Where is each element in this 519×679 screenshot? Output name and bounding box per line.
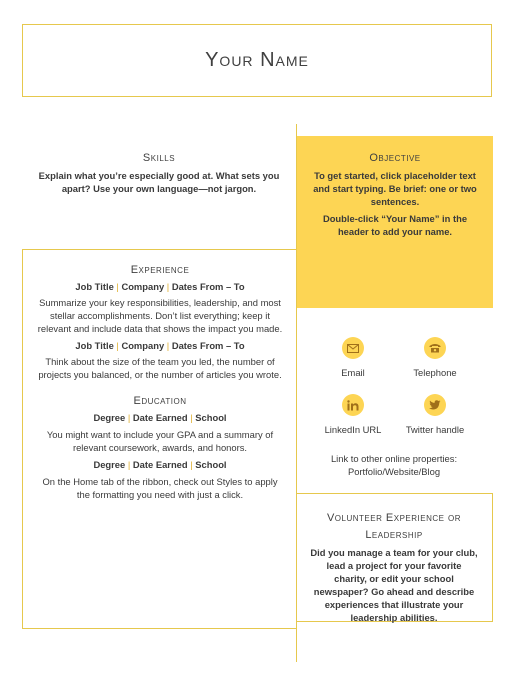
job-title: Job Title — [75, 281, 114, 292]
objective-section — [297, 136, 493, 308]
email-label: Email — [341, 367, 365, 378]
job-header-1[interactable] — [37, 280, 283, 293]
job-description-2[interactable]: Think about the size of the team you led, the number of projects you balanced, or the number of articles you wrote. — [38, 356, 282, 380]
linkedin-label: LinkedIn URL — [324, 424, 382, 435]
other-links-text[interactable]: Link to other online properties: Portfolio/Website/Blog — [330, 453, 458, 477]
telephone-icon — [424, 337, 446, 359]
volunteer-section — [296, 493, 493, 622]
separator: | — [127, 412, 131, 423]
telephone-label: Telephone — [413, 367, 457, 378]
twitter-label: Twitter handle — [405, 424, 465, 435]
name-header-box — [22, 24, 492, 97]
linkedin-icon — [342, 394, 364, 416]
separator: | — [166, 340, 170, 351]
job-header-2[interactable] — [37, 339, 283, 352]
job-description-1[interactable]: Summarize your key responsibilities, leadership, and most stellar accomplishments. Don’t list everything; keep it relevant and include data that shows the impact you made. — [37, 297, 283, 334]
education-heading: Education — [133, 395, 187, 407]
twitter-contact[interactable] — [387, 394, 483, 435]
name-title[interactable]: Your Name — [205, 49, 309, 71]
education-description-2[interactable]: On the Home tab of the ribbon, check out Styles to apply the formatting you need with just a click. — [42, 476, 278, 500]
job-company: Company — [121, 340, 165, 351]
education-header-1[interactable] — [37, 411, 283, 424]
experience-heading: Experience — [130, 264, 190, 276]
separator: | — [116, 281, 119, 292]
objective-text-1[interactable]: To get started, click placeholder text and start typing. Be brief: one or two sentences. — [313, 170, 477, 207]
degree: Degree — [93, 459, 126, 470]
objective-text-2[interactable]: Double-click “Your Name” in the header to add your name. — [322, 213, 468, 237]
skills-text[interactable]: Explain what you’re especially good at. What sets you apart? Use your own language—not jargon. — [38, 170, 280, 194]
degree: Degree — [93, 412, 126, 423]
education-description-1[interactable]: You might want to include your GPA and a summary of relevant coursework, awards, and honors. — [46, 429, 274, 453]
separator: | — [116, 340, 119, 351]
separator: | — [190, 412, 193, 423]
volunteer-text[interactable]: Did you manage a team for your club, lead a project for your favorite charity, or edit your school newspaper? Go ahead and describe experiences that illustrate your leadership abilities. — [310, 547, 478, 623]
telephone-contact[interactable] — [387, 337, 483, 378]
volunteer-heading: Volunteer Experience or Leadership — [326, 512, 462, 541]
job-title: Job Title — [75, 340, 114, 351]
job-company: Company — [121, 281, 165, 292]
objective-heading: Objective — [369, 152, 421, 164]
date-earned: Date Earned — [132, 459, 188, 470]
separator: | — [127, 459, 131, 470]
skills-section — [36, 152, 282, 195]
school: School — [195, 459, 227, 470]
separator: | — [190, 459, 193, 470]
experience-education-section — [22, 249, 297, 629]
date-earned: Date Earned — [132, 412, 188, 423]
job-dates: Dates From – To — [171, 340, 245, 351]
skills-heading: Skills — [142, 152, 176, 164]
education-header-2[interactable] — [37, 458, 283, 471]
separator: | — [166, 281, 170, 292]
envelope-icon — [342, 337, 364, 359]
twitter-bird-icon — [424, 394, 446, 416]
job-dates: Dates From – To — [171, 281, 245, 292]
school: School — [195, 412, 227, 423]
